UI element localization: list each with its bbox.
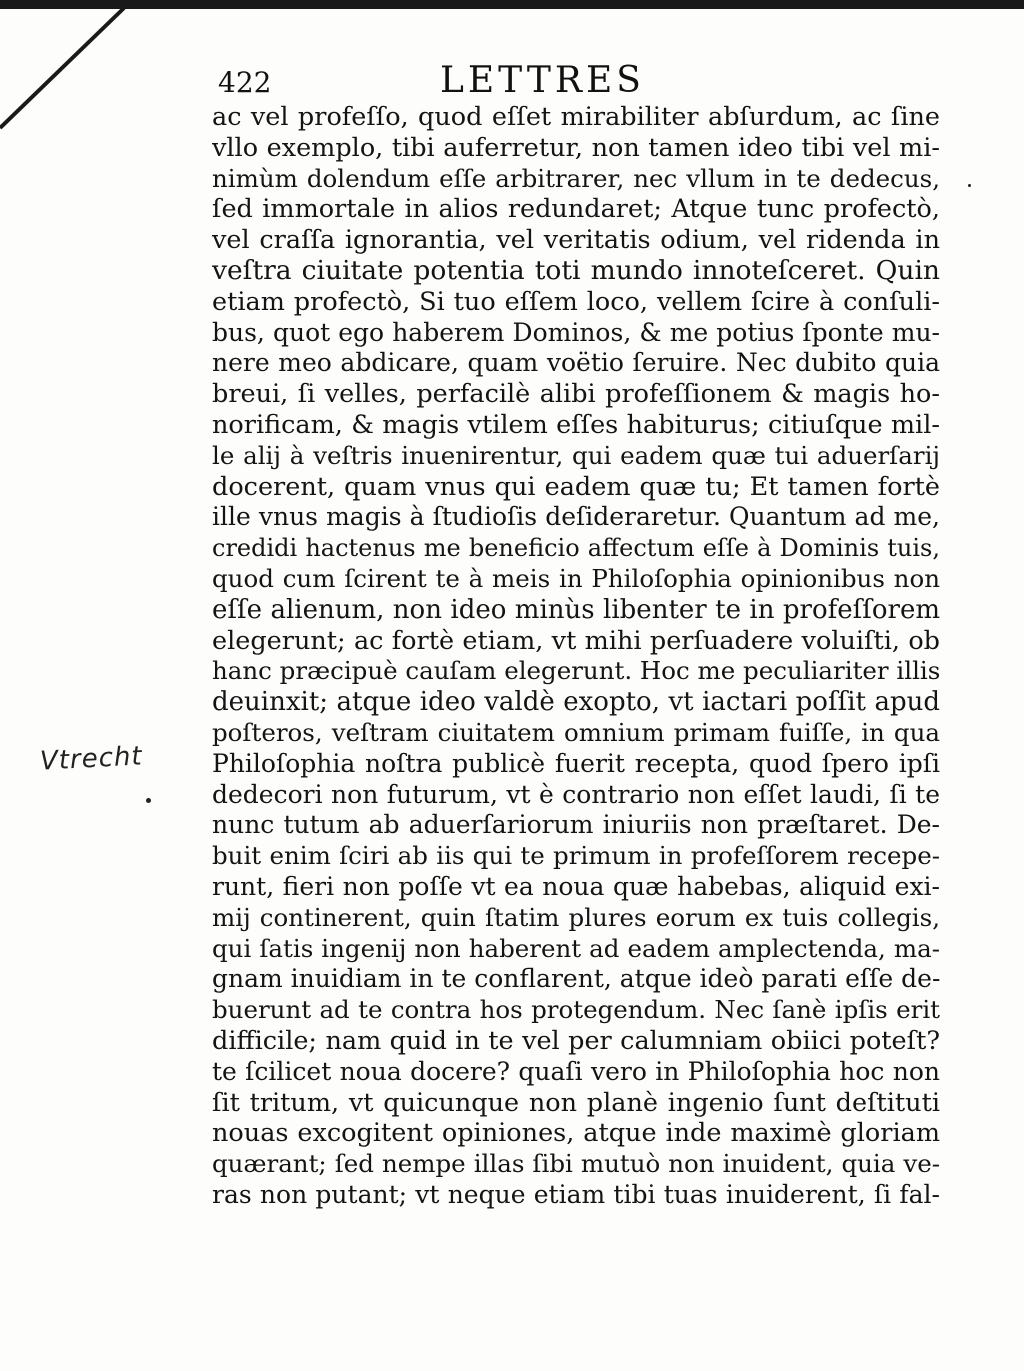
text-line: ille vnus magis à ſtudioſis deſideraretur. Quantum ad me, — [212, 502, 940, 532]
text-line: credidi hactenus me beneficio affectum eſſe à Dominis tuis, — [212, 534, 940, 563]
text-line: norificam, & magis vtilem eſſes habiturus; citiuſque mil- — [212, 409, 940, 440]
text-line: Philoſophia noſtra publicè fuerit recepta, quod ſpero ipſi — [212, 748, 940, 778]
body-text — [212, 102, 940, 1211]
text-line: eſſe alienum, non ideo minùs libenter te in profeſſorem — [212, 594, 940, 625]
text-line: poſteros, veſtram ciuitatem omnium primam fuiſſe, in qua — [212, 717, 940, 747]
text-line: vllo exemplo, tibi auferretur, non tamen ideo tibi vel mi- — [212, 132, 940, 163]
text-line: bus, quot ego haberem Dominos, & me potius ſponte mu- — [212, 317, 940, 347]
text-line: quærant; ſed nempe illas ſibi mutuò non inuident, quia ve- — [212, 1149, 940, 1179]
corner-fold-mark — [0, 0, 140, 140]
page-number: 422 — [218, 66, 272, 99]
text-line: breui, ſi velles, perfacilè alibi profeſſionem & magis ho- — [212, 379, 940, 410]
text-line: veſtra ciuitate potentia toti mundo innoteſceret. Quin — [212, 255, 940, 286]
text-line: nouas excogitent opiniones, atque inde maximè gloriam — [212, 1118, 940, 1149]
text-line: hanc præcipuè cauſam elegerunt. Hoc me peculiariter illis — [212, 656, 940, 686]
text-line: ras non putant; vt neque etiam tibi tuas inuiderent, ſi fal- — [212, 1179, 940, 1209]
text-line: nunc tutum ab aduerſariorum iniuriis non præſtaret. De- — [212, 810, 940, 840]
text-line: mij continerent, quin ſtatim plures eorum ex tuis collegis, — [212, 902, 940, 932]
text-line: elegerunt; ac fortè etiam, vt mihi perſuadere voluiſti, ob — [212, 625, 940, 656]
text-line: ſit tritum, vt quicunque non planè ingenio ſunt deſtituti — [212, 1087, 940, 1118]
text-line: te ſcilicet noua docere? quaſi vero in Philoſophia hoc non — [212, 1056, 940, 1086]
text-line: ſed immortale in alios redundaret; Atque tunc profectò, — [212, 194, 940, 225]
ink-dot — [968, 184, 971, 187]
running-head: LETTRES — [440, 60, 645, 101]
text-line: nere meo abdicare, quam voëtio ſeruire. Nec dubito quia — [212, 348, 940, 378]
text-line: buerunt ad te contra hos protegendum. Nec ſanè ipſis erit — [212, 995, 940, 1025]
text-line: ac vel profeſſo, quod eſſet mirabiliter abſurdum, ac ſine — [212, 102, 940, 132]
text-line: difficile; nam quid in te vel per calumniam obiici poteſt? — [212, 1025, 940, 1056]
text-line: docerent, quam vnus qui eadem quæ tu; Et tamen fortè — [212, 471, 940, 502]
text-line: quod cum ſcirent te à meis in Philoſophia opinionibus non — [212, 563, 940, 593]
text-line: nimùm dolendum eſſe arbitrarer, nec vllum in te dedecus, — [212, 163, 940, 193]
handwritten-margin-note: Vtrecht — [39, 741, 144, 777]
text-line: etiam profectò, Si tuo eſſem loco, vellem ſcire à conſuli- — [212, 286, 940, 317]
ink-dot — [146, 798, 151, 803]
text-line: gnam inuidiam in te conflarent, atque ideò parati eſſe de- — [212, 964, 940, 994]
text-line: runt, fieri non poſſe vt ea noua quæ habebas, aliquid exi- — [212, 871, 940, 901]
scan-top-border — [0, 0, 1024, 9]
text-line: dedecori non futurum, vt è contrario non eſſet laudi, ſi te — [212, 779, 940, 809]
text-line: qui ſatis ingenij non haberent ad eadem amplectenda, ma- — [212, 933, 940, 963]
text-line: deuinxit; atque ideo valdè exopto, vt iactari poſſit apud — [212, 687, 940, 718]
text-line: le alij à veſtris inuenirentur, qui eadem quæ tui aduerſarij — [212, 440, 940, 470]
text-line: vel craſſa ignorantia, vel veritatis odium, vel ridenda in — [212, 225, 940, 256]
text-line: buit enim ſciri ab iis qui te primum in profeſſorem recepe- — [212, 841, 940, 871]
